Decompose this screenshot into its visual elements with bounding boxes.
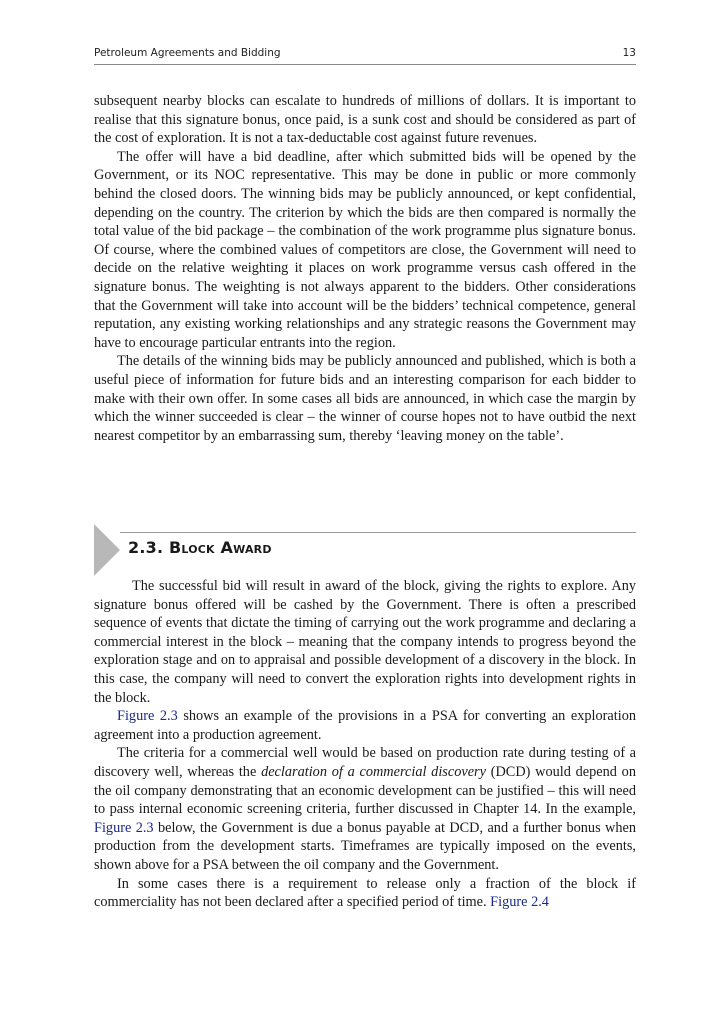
paragraph: Figure 2.3 shows an example of the provisions in a PSA for converting an exploration agreement into a production agreement. [94, 708, 636, 743]
paragraph: The offer will have a bid deadline, after which submitted bids will be opened by the Government, or its NOC representative. This may be done in public or more commonly behind the closed doors. The winning bids may be publicly announced, or kept confidential, depending on the country. The criterion by which the bids are then compared is normally the total value of the bid package – the combination of the work programme plus signature bonus. Of course, where the combined values of competitors are close, the Government will need to decide on the relative weighting it places on work programme versus cash offered in the signature bonus. The weighting is not always apparent to the bidders. Other considerations that the Government will take into account will be the bidders’ technical competence, general reputation, any existing working relationships and any strategic reasons the Government may have to encourage particular entrants into the region. [94, 148, 636, 351]
section-arrow-icon [94, 524, 120, 576]
page-number: 13 [622, 47, 636, 59]
figure-link[interactable]: Figure 2.3 [117, 708, 178, 725]
emphasis-term: declaration of a commercial discovery [261, 763, 486, 780]
figure-link[interactable]: Figure 2.4 [490, 894, 549, 911]
section-title: Block Award [169, 538, 272, 557]
paragraph: The criteria for a commercial well would be based on production rate during testing of a discovery well, whereas the declaration of a commercial discovery (DCD) would depend on the oil company demonstrating that an economic development can be justified – this will need to pass internal economic screening criteria, further discussed in Chapter 14. In the example, Figure 2.3 below, the Government is due a bonus payable at DCD, and a further bonus when production from the development starts. Timeframes are typically imposed on the events, shown above for a PSA between the oil company and the Government. [94, 745, 636, 873]
figure-link[interactable]: Figure 2.3 [94, 819, 154, 836]
body-text-top [94, 92, 636, 445]
section-number: 2.3. [128, 538, 164, 557]
paragraph: In some cases there is a requirement to release only a fraction of the block if commerciality has not been declared after a specified period of time. Figure 2.4 [94, 875, 636, 911]
body-text-section [94, 577, 636, 912]
running-title: Petroleum Agreements and Bidding [94, 47, 281, 59]
paragraph: The details of the winning bids may be publicly announced and published, which is both a useful piece of information for future bids and an interesting comparison for each bidder to make with their own offer. In some cases all bids are announced, in which case the margin by which the winner succeeded is clear – the winner of course hopes not to have outbid the next nearest competitor by an embarrassing sum, thereby ‘leaving money on the table’. [94, 353, 636, 444]
paragraph: The successful bid will result in award of the block, giving the rights to explore. Any signature bonus offered will be cashed by the Government. There is often a prescribed sequence of events that dictate the timing of carrying out the work programme and declaring a commercial interest in the block – meaning that the company intends to progress beyond the exploration stage and on to appraisal and possible development of a discovery in the block. In this case, the company will need to convert the exploration rights into development rights in the block. [94, 578, 636, 706]
running-header [94, 46, 636, 65]
paragraph: subsequent nearby blocks can escalate to hundreds of millions of dollars. It is important to realise that this signature bonus, once paid, is a sunk cost and should be considered as part of the cost of exploration. It is not a tax-deductable cost against future revenues. [94, 93, 636, 147]
section-divider [120, 532, 636, 533]
section-heading [128, 538, 272, 557]
